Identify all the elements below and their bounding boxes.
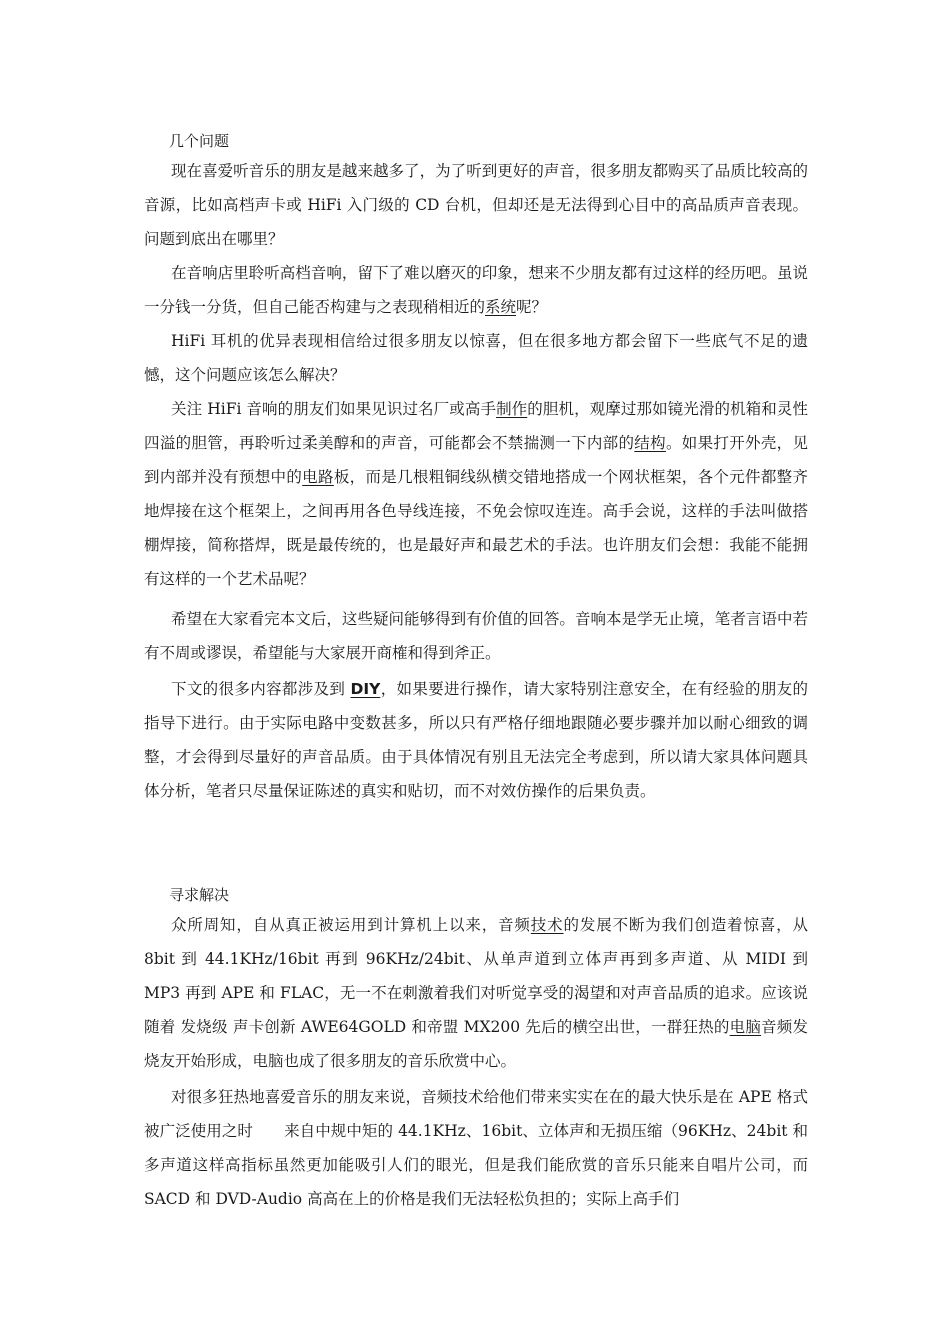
- text-segment: 板，而是几根粗铜线纵横交错地搭成一个网状框架，各个元件都整齐地焊接在这个框架上，之间再用各色导线连接，不免会惊叹连连。高手会说，这样的手法叫做搭棚焊接，简称搭焊，既是最传统的，也是最好声和最艺术的手法。也许朋友们会想：我能不能拥有这样的一个艺术品呢？: [144, 468, 808, 588]
- link-technology[interactable]: 技术: [530, 916, 564, 934]
- paragraph-tube-amp: [144, 392, 808, 596]
- paragraph-safety: [144, 672, 808, 808]
- link-structure[interactable]: 结构: [634, 434, 666, 452]
- text-segment: 。如果打开外壳，见到内部并没有预想中的: [144, 434, 808, 486]
- paragraph-headphones: HiFi 耳机的优异表现相信给过很多朋友以惊喜，但在很多地方都会留下一些底气不足的遗憾，这个问题应该怎么解决？: [144, 332, 808, 384]
- text-segment: 呢？: [516, 298, 548, 316]
- section-heading-solutions: 寻求解决: [169, 886, 230, 904]
- paragraph-hope: 希望在大家看完本文后，这些疑问能够得到有价值的回答。音响本是学无止境，笔者言语中若有不周或谬误，希望能与大家展开商榷和得到斧正。: [144, 610, 808, 662]
- text-segment: 在音响店里聆听高档音响，留下了难以磨灭的印象，想来不少朋友都有过这样的经历吧。虽说一分钱一分货，但自己能否构建与之表现稍相近的: [144, 264, 808, 316]
- paragraph-intro: 现在喜爱听音乐的朋友是越来越多了，为了听到更好的声音，很多朋友都购买了品质比较高的音源，比如高档声卡或 HiFi 入门级的 CD 台机，但却还是无法得到心目中的高品质声音表现。问题到底出在哪里？: [144, 162, 808, 248]
- paragraph-audio-store: [144, 256, 808, 324]
- text-segment: ，如果要进行操作，请大家特别注意安全，在有经验的朋友的指导下进行。由于实际电路中变数甚多，所以只有严格仔细地跟随必要步骤并加以耐心细致的调整，才会得到尽量好的声音品质。由于具体情况有别且无法完全考虑到，所以请大家具体问题具体分析，笔者只尽量保证陈述的真实和贴切，而不对效仿操作的后果负责。: [144, 680, 808, 800]
- text-segment: 众所周知，自从真正被运用到计算机上以来，音频: [171, 916, 531, 934]
- section-heading-questions: 几个问题: [169, 132, 230, 150]
- link-system[interactable]: 系统: [485, 298, 517, 316]
- link-circuit[interactable]: 电路: [302, 468, 334, 486]
- link-production[interactable]: 制作: [496, 400, 528, 418]
- link-diy[interactable]: DIY: [350, 680, 381, 698]
- text-segment: 关注 HiFi 音响的朋友们如果见识过名厂或高手: [171, 400, 497, 418]
- text-segment: 音频发烧友开始形成，电脑也成了很多朋友的音乐欣赏中心。: [144, 1018, 808, 1070]
- text-segment: 下文的很多内容都涉及到: [171, 680, 351, 698]
- link-computer[interactable]: 电脑: [729, 1018, 762, 1036]
- text-segment: 的胆机，观摩过那如镜光滑的机箱和灵性四溢的胆管，再聆听过柔美醇和的声音，可能都会不禁揣测一下内部的: [144, 400, 808, 452]
- text-segment: 的发展不断为我们创造着惊喜，从 8bit 到 44.1KHz/16bit 再到 96KHz/24bit、从单声道到立体声再到多声道、从 MIDI 到 MP3 再到 APE 和 FLAC，无一不在刺激着我们对听觉享受的渴望和对声音品质的追求。应该说随着 发烧级 声卡创新 AWE64GOLD 和帝盟 MX200 先后的横空出世，一群狂热的: [144, 916, 808, 1036]
- paragraph-ape-format: 对很多狂热地喜爱音乐的朋友来说，音频技术给他们带来实实在在的最大快乐是在 APE 格式被广泛使用之时 来自中规中矩的 44.1KHz、16bit、立体声和无损压缩（96KHz、24bit 和多声道这样高指标虽然更加能吸引人们的眼光，但是我们能欣赏的音乐只能来自唱片公司，而 SACD 和 DVD-Audio 高高在上的价格是我们无法轻松负担的；实际上高手们: [144, 1088, 808, 1208]
- paragraph-audio-tech: [144, 908, 808, 1078]
